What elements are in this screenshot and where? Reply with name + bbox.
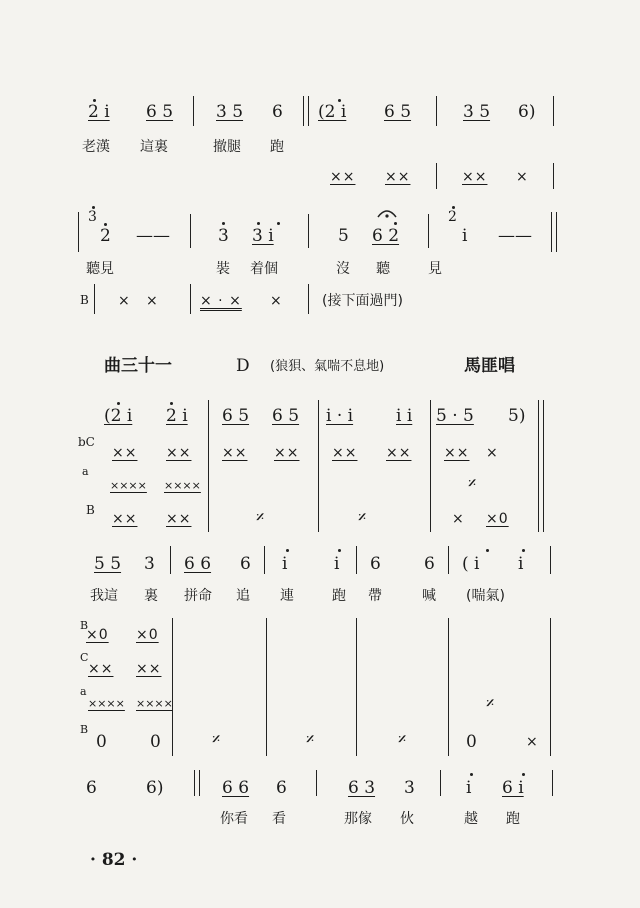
perc: × xyxy=(526,734,539,750)
lyric: 裝 xyxy=(216,261,230,277)
note: 6 xyxy=(272,102,283,122)
octave-dot xyxy=(277,222,280,225)
staff-label: bC xyxy=(78,435,95,449)
note-group: 6 i xyxy=(502,778,524,798)
perc-group: ×××× xyxy=(110,479,147,492)
note-group: 3 5 xyxy=(216,102,244,122)
bar-line xyxy=(436,96,437,126)
bar-line xyxy=(190,284,191,314)
note: 2 xyxy=(100,226,111,246)
note: i xyxy=(466,778,472,798)
perc-group: × · × xyxy=(200,293,242,309)
octave-dot xyxy=(452,206,455,209)
note-group: 6 5 xyxy=(146,102,174,122)
octave-dot xyxy=(522,549,525,552)
bar-line xyxy=(550,546,551,574)
note-group: 6 5 xyxy=(384,102,412,122)
repeat-sign: 𝄎 xyxy=(212,730,221,750)
lyric: 撤腿 xyxy=(213,139,241,155)
bar-line xyxy=(356,546,357,574)
lyric: 跑 xyxy=(270,139,284,155)
lyric: 沒 xyxy=(336,261,350,277)
note: 3 xyxy=(144,554,155,574)
lyric: 着個 xyxy=(250,261,278,277)
perc-group: ×× xyxy=(462,169,488,185)
lyric: 見 xyxy=(428,261,442,277)
fermata-icon xyxy=(376,205,398,219)
key-signature: D xyxy=(236,356,250,376)
bar-line xyxy=(448,546,449,574)
note: 6 xyxy=(276,778,287,798)
bar-line xyxy=(553,96,554,126)
note: 6 xyxy=(240,554,251,574)
bar-line xyxy=(448,618,449,756)
lyric: 越 xyxy=(464,811,478,827)
octave-dot xyxy=(522,773,525,776)
lyric: 連 xyxy=(280,588,294,604)
note: 6) xyxy=(146,778,164,798)
bar-line xyxy=(552,770,553,796)
note: i xyxy=(334,554,340,574)
bar-line xyxy=(550,618,551,756)
staff-label: B xyxy=(80,619,89,632)
octave-dot xyxy=(92,206,95,209)
perc-group: ×× xyxy=(274,445,300,461)
octave-dot xyxy=(338,549,341,552)
dash: —— xyxy=(136,226,170,246)
note: 6 xyxy=(424,554,435,574)
perc-group: ×× xyxy=(136,661,162,677)
perc-group: ×× xyxy=(88,661,114,677)
note-group: 6 3 xyxy=(348,778,376,798)
perc-group: ×0 xyxy=(486,511,509,527)
performance-note: (狼狽、氣喘不息地) xyxy=(270,359,385,374)
perc-group: ×××× xyxy=(88,697,125,710)
repeat-sign: 𝄎 xyxy=(486,694,495,714)
bar-line xyxy=(94,284,95,314)
rest: 0 xyxy=(150,732,161,752)
bar-line xyxy=(308,284,309,314)
repeat-sign: 𝄎 xyxy=(398,730,407,750)
octave-dot xyxy=(470,773,473,776)
page-number: · 82 · xyxy=(90,850,138,870)
bar-line xyxy=(266,618,267,756)
perc: × xyxy=(118,293,131,309)
lyric: 這裏 xyxy=(140,139,168,155)
lyric: 喊 xyxy=(422,588,436,604)
bar-line xyxy=(553,163,554,189)
perc-group: ×× xyxy=(222,445,248,461)
perc: × xyxy=(486,445,499,461)
note: 6) xyxy=(518,102,536,122)
note: 6 xyxy=(370,554,381,574)
note: i xyxy=(518,554,524,574)
note-group: 3 5 xyxy=(463,102,491,122)
bar-line xyxy=(170,546,171,574)
staff-label: B xyxy=(80,293,89,307)
perc: × xyxy=(452,511,465,527)
bar-line xyxy=(264,546,265,574)
repeat-sign: 𝄎 xyxy=(468,474,477,494)
bar-line xyxy=(436,163,437,189)
note: i xyxy=(462,226,468,246)
bar-line xyxy=(356,618,357,756)
note: 3 xyxy=(218,226,229,246)
note-group: 6 6 xyxy=(184,554,212,574)
note-group: 3 i xyxy=(252,226,274,246)
perc-group: × xyxy=(516,169,529,185)
perc-group: ×× xyxy=(112,445,138,461)
staff-label: B xyxy=(86,503,95,517)
bar-line xyxy=(318,400,319,532)
bar-line xyxy=(440,770,441,796)
note-group: 6 5 xyxy=(272,406,300,426)
bar-line xyxy=(430,400,431,532)
note-group: 6 2 xyxy=(372,226,400,246)
perc-group: ×× xyxy=(330,169,356,185)
staff-label: a xyxy=(82,465,89,478)
bar-line xyxy=(172,618,173,756)
lyric: (喘氣) xyxy=(466,588,505,604)
note-group: 5 5 xyxy=(94,554,122,574)
perc-group: ×× xyxy=(385,169,411,185)
staff-label: C xyxy=(80,651,89,664)
octave-dot xyxy=(222,222,225,225)
lyric: 拼命 xyxy=(184,588,212,604)
bar-line xyxy=(316,770,317,796)
lyric: 伙 xyxy=(400,811,414,827)
note: i xyxy=(282,554,288,574)
staff-label: B xyxy=(80,723,89,736)
lyric: 帶 xyxy=(368,588,382,604)
repeat-bar xyxy=(194,770,200,796)
repeat-sign: 𝄎 xyxy=(306,730,315,750)
note: 3 xyxy=(404,778,415,798)
perc: × xyxy=(270,293,283,309)
bar-line xyxy=(428,214,429,248)
lyric: 聽見 xyxy=(86,261,114,277)
octave-dot xyxy=(104,223,107,226)
note-group: (2 i xyxy=(104,406,133,426)
rest: 0 xyxy=(96,732,107,752)
perc-group: ×0 xyxy=(86,627,109,643)
rest: 0 xyxy=(466,732,477,752)
octave-dot xyxy=(338,99,341,102)
perc-group: ×× xyxy=(332,445,358,461)
repeat-bar xyxy=(303,96,309,126)
lyric: 跑 xyxy=(332,588,346,604)
lyric: 那傢 xyxy=(344,811,372,827)
note-group: i i xyxy=(396,406,413,426)
octave-dot xyxy=(117,402,120,405)
perc-group: ×× xyxy=(112,511,138,527)
note-group: 2 i xyxy=(88,102,110,122)
note: 5) xyxy=(508,406,526,426)
note-group: (2 i xyxy=(318,102,347,122)
lyric: 聽 xyxy=(376,261,390,277)
octave-dot xyxy=(257,222,260,225)
note-group: i · i xyxy=(326,406,354,426)
lyric: 看 xyxy=(272,811,286,827)
instruction-text: (接下面過門) xyxy=(322,293,403,309)
repeat-sign: 𝄎 xyxy=(358,508,367,528)
perc-group: ×××× xyxy=(136,697,173,710)
lyric: 老漢 xyxy=(82,139,110,155)
perc-group: ×× xyxy=(166,445,192,461)
perc-group: ×××× xyxy=(164,479,201,492)
octave-dot xyxy=(486,549,489,552)
note-group: 6 5 xyxy=(222,406,250,426)
lyric: 追 xyxy=(236,588,250,604)
singer: 馬匪唱 xyxy=(464,356,515,376)
octave-dot xyxy=(286,549,289,552)
octave-dot xyxy=(93,99,96,102)
end-bar xyxy=(538,400,544,532)
note-group: 6 6 xyxy=(222,778,250,798)
perc: × xyxy=(146,293,159,309)
lyric: 你看 xyxy=(220,811,248,827)
perc-group: ×× xyxy=(166,511,192,527)
lyric: 我這 xyxy=(90,588,118,604)
note: ( i xyxy=(462,554,480,574)
bar-line xyxy=(190,214,191,248)
lyric: 裏 xyxy=(144,588,158,604)
perc-group: ×× xyxy=(444,445,470,461)
bar-line xyxy=(208,400,209,532)
octave-dot xyxy=(170,402,173,405)
octave-dot xyxy=(394,222,397,225)
perc-group: ×× xyxy=(386,445,412,461)
piece-number: 曲三十一 xyxy=(104,356,172,376)
dash: —— xyxy=(498,226,532,246)
grace-note: 3 xyxy=(88,209,97,225)
end-bar xyxy=(551,212,557,252)
bar-line xyxy=(78,212,79,252)
note: 6 xyxy=(86,778,97,798)
note-group: 2 i xyxy=(166,406,188,426)
note-group: 5 · 5 xyxy=(436,406,474,426)
perc-group: ×0 xyxy=(136,627,159,643)
note: 5 xyxy=(338,226,349,246)
bar-line xyxy=(308,214,309,248)
grace-note: 2 xyxy=(448,209,457,225)
repeat-sign: 𝄎 xyxy=(256,508,265,528)
bar-line xyxy=(193,96,194,126)
staff-label: a xyxy=(80,685,87,698)
lyric: 跑 xyxy=(506,811,520,827)
